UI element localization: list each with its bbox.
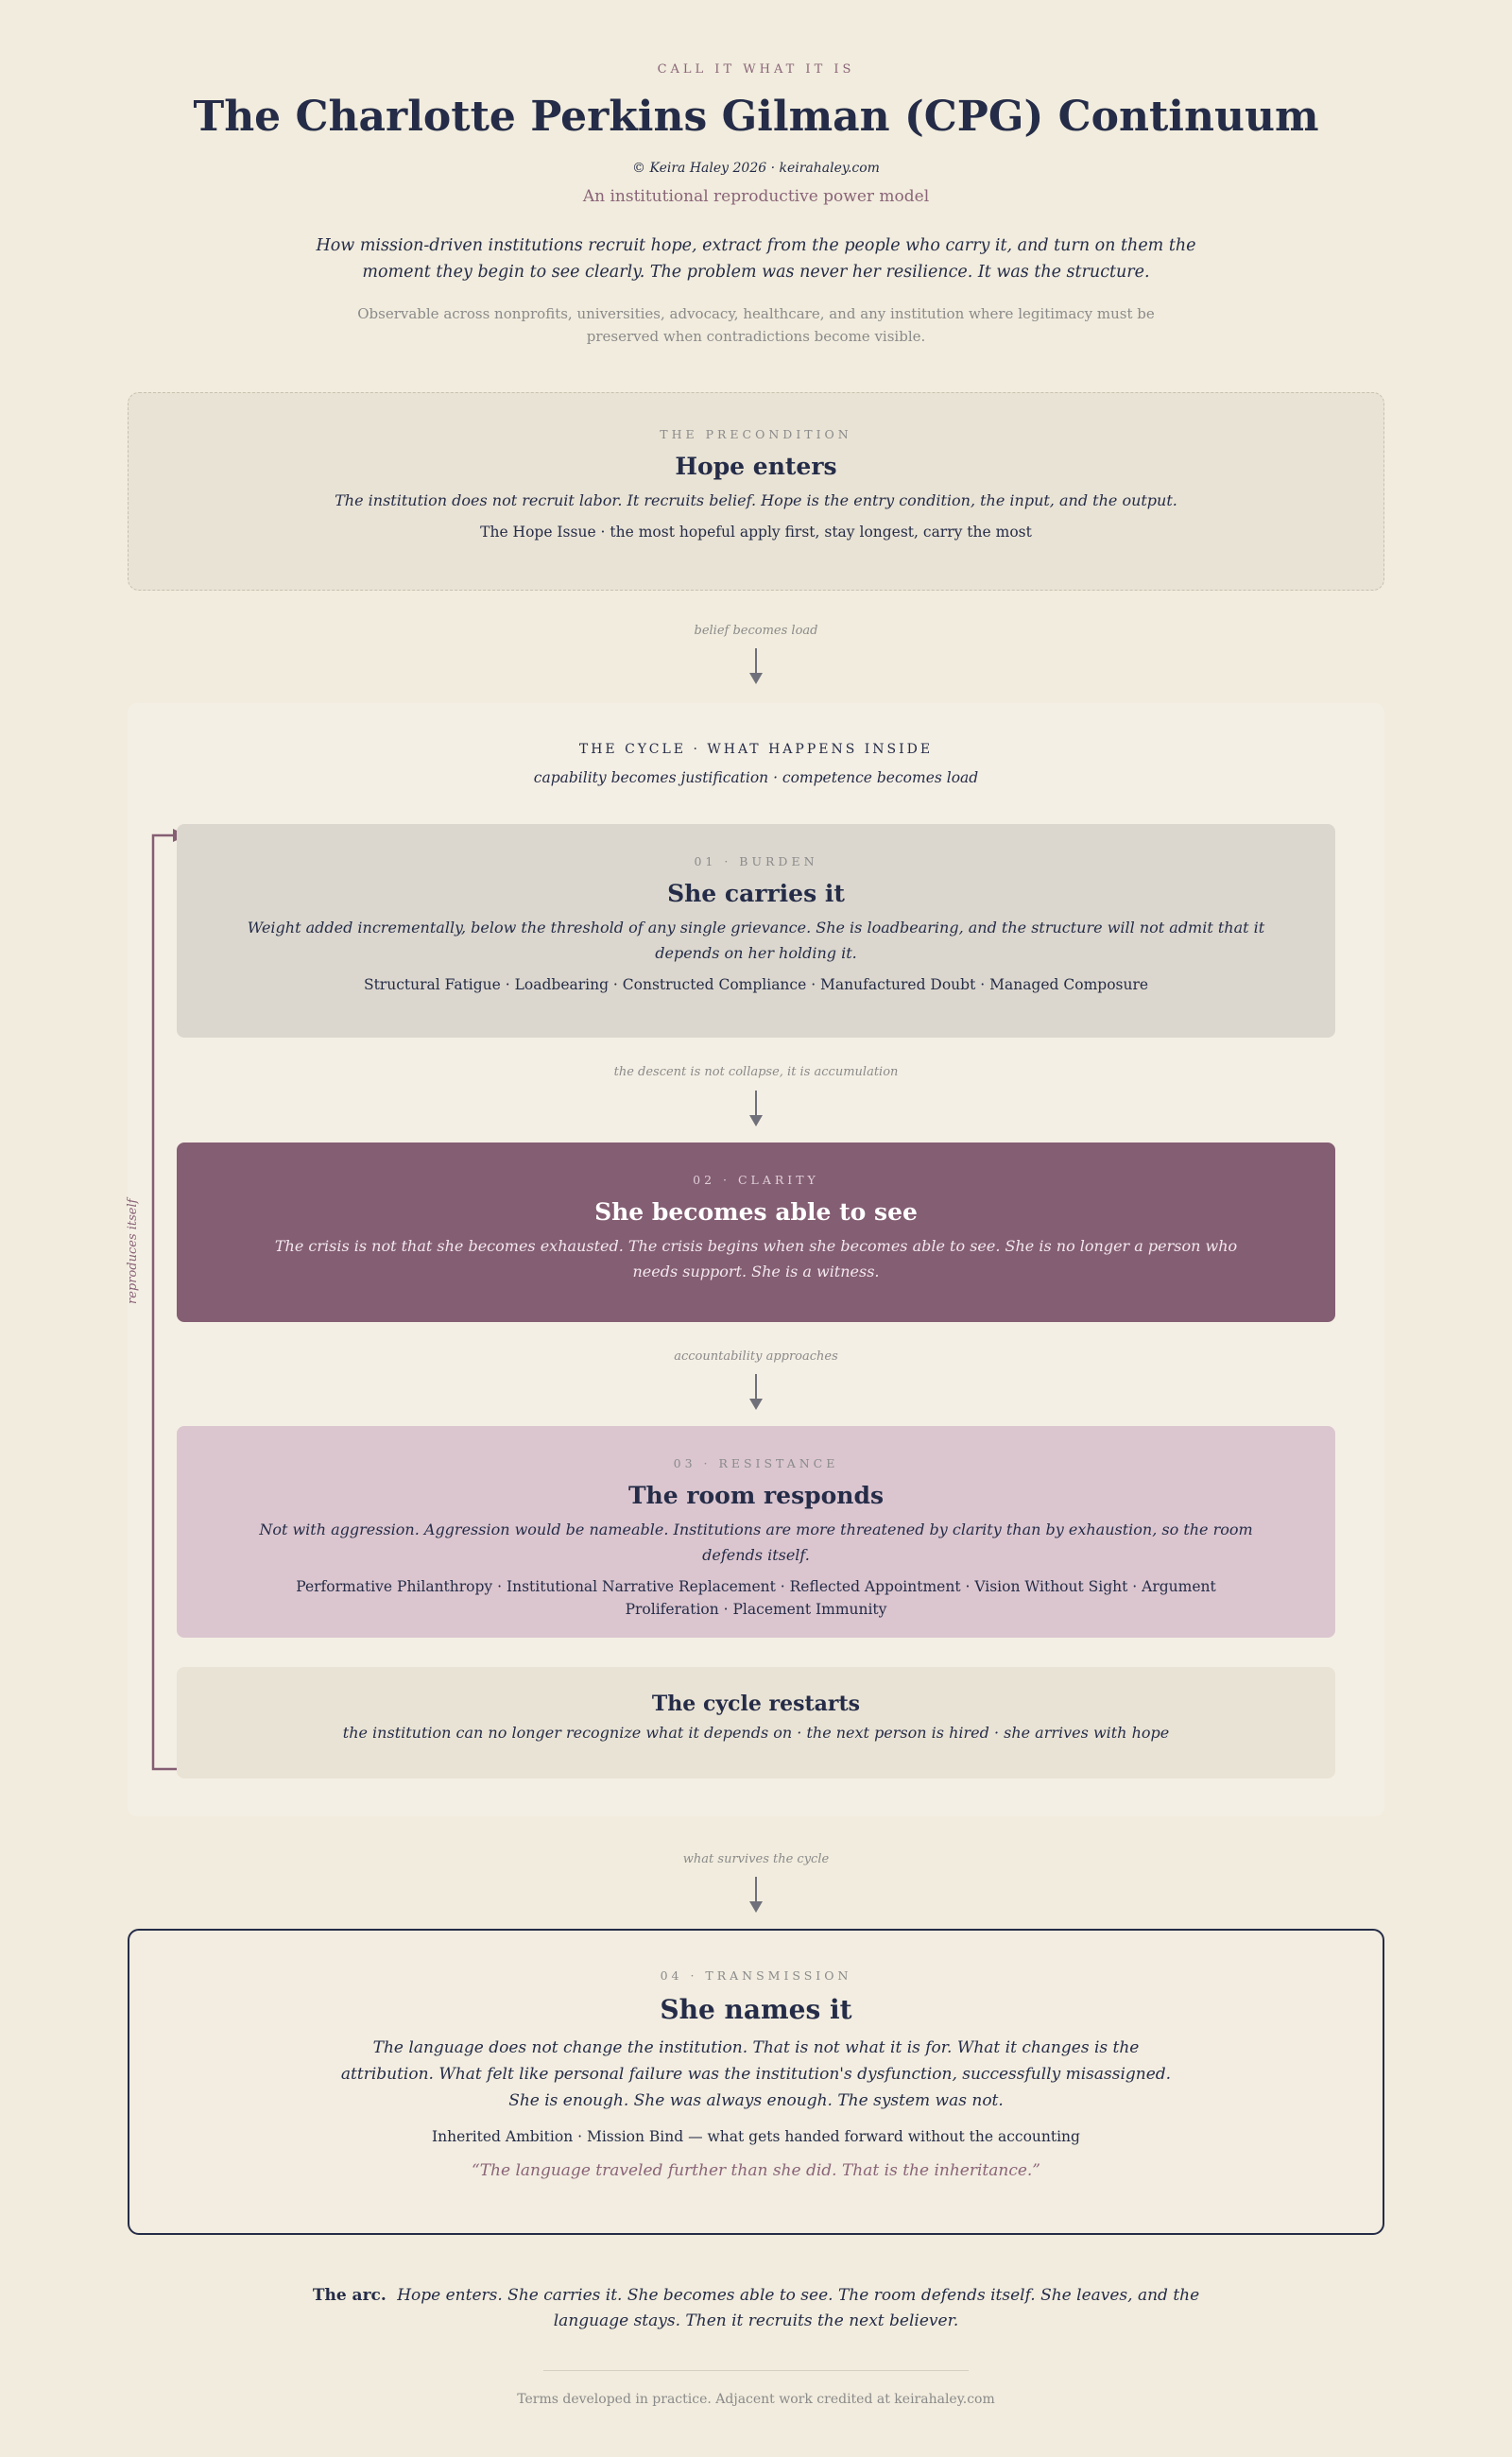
copyright: © Keira Haley 2026 · keirahaley.com: [632, 161, 880, 176]
arc-summary: [312, 2283, 1200, 2334]
precondition-title: Hope enters: [675, 453, 837, 480]
resistance-title: The room responds: [627, 1482, 885, 1509]
resistance-desc: Not with aggression. Aggression would be nameable. Institutions are more threatened by clarity than by exhaustion, so the room defends itself.: [259, 1521, 1253, 1564]
down-arrow-icon: [755, 648, 757, 682]
resistance-kicker: 03 · RESISTANCE: [673, 1456, 839, 1470]
transmission-desc: The language does not change the institution. That is not what it is for. What it changes is the attribution. What felt like personal failure was the institution's dysfunction, successfully misassigned. She is enough. She was always enough. The system was not.: [340, 2038, 1172, 2110]
transmission-terms: Inherited Ambition · Mission Bind — what gets handed forward without the accounting: [432, 2128, 1080, 2145]
observe-note: Observable across nonprofits, universities, advocacy, healthcare, and any institution where legitimacy must be preserved when contradictions become visible.: [357, 305, 1155, 345]
page-title: The Charlotte Perkins Gilman (CPG) Continuum: [193, 93, 1319, 141]
transmission-title: She names it: [660, 1994, 852, 2025]
precondition-kicker: THE PRECONDITION: [660, 427, 852, 441]
connector-label-3: accountability approaches: [674, 1349, 838, 1364]
burden-title: She carries it: [667, 880, 845, 907]
clarity-title: She becomes able to see: [594, 1198, 918, 1226]
precondition-desc: The institution does not recruit labor. It recruits belief. Hope is the entry condition, the input, and the output.: [335, 491, 1177, 509]
down-arrow-icon: [755, 1091, 757, 1125]
lede: How mission-driven institutions recruit hope, extract from the people who carry it, and turn on them the moment they begin to see clearly. The problem was never her resilience. It was the structure.: [316, 236, 1196, 282]
transmission-box: [128, 1929, 1384, 2235]
footer-divider: [543, 2370, 969, 2371]
loop-label: reproduces itself: [126, 1198, 140, 1304]
connector-label-4: what survives the cycle: [682, 1852, 830, 1866]
burden-kicker: 01 · BURDEN: [694, 854, 818, 868]
arc-label: The arc.: [312, 2286, 387, 2305]
restart-desc: the institution can no longer recognize what it depends on · the next person is hired · she arrives with hope: [342, 1724, 1170, 1742]
eyebrow: CALL IT WHAT IT IS: [657, 62, 855, 77]
restart-card: [177, 1667, 1335, 1778]
footer-text: Terms developed in practice. Adjacent work credited at keirahaley.com: [517, 2392, 995, 2407]
down-arrow-icon: [755, 1877, 757, 1911]
clarity-card: [177, 1143, 1335, 1322]
cycle-kicker: THE CYCLE · WHAT HAPPENS INSIDE: [578, 742, 934, 757]
resistance-terms: Performative Philanthropy · Institutional Narrative Replacement · Reflected Appointment · Vision Without Sight · Argument Proliferation · Placement Immunity: [296, 1578, 1216, 1618]
precondition-box: [128, 392, 1384, 591]
burden-desc: Weight added incrementally, below the threshold of any single grievance. She is loadbearing, and the structure will not admit that it depends on her holding it.: [247, 919, 1265, 962]
transmission-kicker: 04 · TRANSMISSION: [660, 1968, 852, 1983]
resistance-card: [177, 1426, 1335, 1638]
burden-terms: Structural Fatigue · Loadbearing · Constructed Compliance · Manufactured Doubt · Managed Composure: [363, 976, 1149, 993]
clarity-kicker: 02 · CLARITY: [693, 1173, 819, 1187]
precondition-terms: The Hope Issue · the most hopeful apply first, stay longest, carry the most: [480, 524, 1032, 541]
cycle-subtitle: capability becomes justification · competence becomes load: [533, 769, 979, 786]
restart-title: The cycle restarts: [651, 1692, 861, 1716]
burden-card: [177, 824, 1335, 1038]
down-arrow-icon: [755, 1374, 757, 1408]
connector-label-2: the descent is not collapse, it is accumulation: [613, 1065, 899, 1079]
connector-label-1: belief becomes load: [694, 624, 818, 638]
subtitle: An institutional reproductive power model: [582, 187, 930, 206]
arc-text: Hope enters. She carries it. She becomes able to see. The room defends itself. She leaves, and the language stays. Then it recruits the next believer.: [397, 2286, 1200, 2330]
clarity-desc: The crisis is not that she becomes exhausted. The crisis begins when she becomes able to see. She is no longer a person who needs support. She is a witness.: [274, 1237, 1238, 1280]
transmission-quote: “The language traveled further than she did. That is the inheritance.”: [472, 2161, 1040, 2180]
